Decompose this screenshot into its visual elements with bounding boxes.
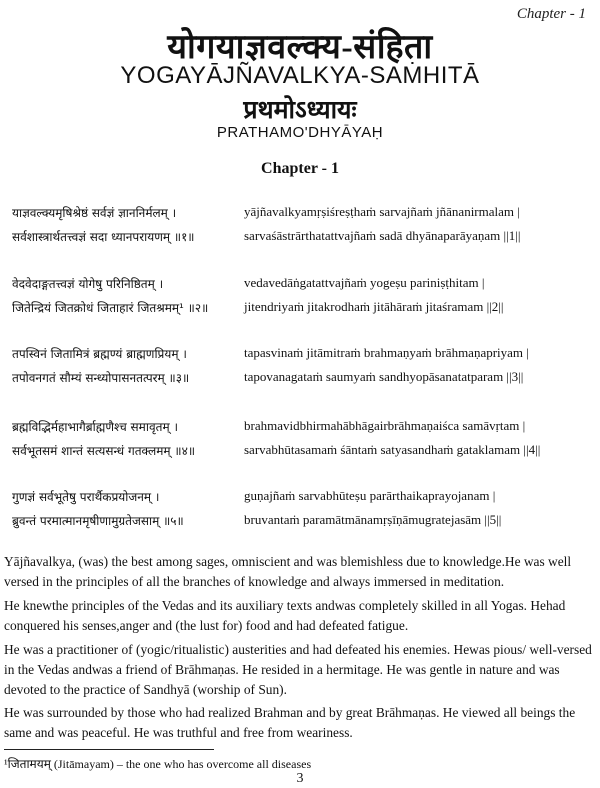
verse-5-devanagari-line-2: ब्रुवन्तं परमात्मानमृषीणामुग्रतेजसाम् ॥५॥ [12,514,184,528]
verse-5-transliteration-line-1: guṇajñaṁ sarvabhūteṣu parārthaikaprayojanam | [244,488,496,503]
verse-2-transliteration-line-2: jitendriyaṁ jitakrodhaṁ jitāhāraṁ jitaśramam ||2|| [244,299,504,314]
running-header: Chapter - 1 [516,6,586,22]
title-devanagari: योगयाज्ञवल्क्य-संहिता [167,29,433,66]
verse-1-devanagari-line-1: याज्ञवल्क्यमृषिश्रेष्ठं सर्वज्ञं ज्ञाननिर्मलम् । [12,206,177,220]
translation-paragraph-3: He was a practitioner of (yogic/ritualistic) austerities and had defeated his enemies. Hewas pious/ well-versed in the Vedas andwas a friend of Brāhmaṇas. He resided in a hermitage. He was gentle in nature and was devoted to the practice of Sandhyā (worship of Sun). [4,642,592,697]
translation-paragraph-2: He knewthe principles of the Vedas and its auxiliary texts andwas completely skilled in all Yogas. Hehad conquered his senses,anger and (the lust for) food and had defeated fatigue. [4,598,566,633]
verse-2-transliteration-line-1: vedavedāṅgatattvajñaṁ yogeṣu pariniṣṭhitam | [244,275,485,290]
verse-3-transliteration-line-1: tapasvinaṁ jitāmitraṁ brahmaṇyaṁ brāhmaṇapriyam | [244,345,529,360]
chapter-heading: Chapter - 1 [261,160,339,177]
verse-3-transliteration-line-2: tapovanagataṁ saumyaṁ sandhyopāsanatatparam ||3|| [244,369,524,384]
translation-paragraph-1: Yājñavalkya, (was) the best among sages, omniscient and was blemishless due to knowledge.He was well versed in the principles of all the branches of knowledge and always immersed in meditation. [4,554,572,589]
verse-1-transliteration-line-2: sarvaśāstrārthatattvajñaṁ sadā dhyānaparāyaṇam ||1|| [244,228,521,243]
verse-1-transliteration-line-1: yājñavalkyamṛṣiśreṣṭhaṁ sarvajñaṁ jñānanirmalam | [244,204,520,219]
verse-4-transliteration-line-1: brahmavidbhirmahābhāgairbrāhmaṇaiśca samāvṛtam | [244,418,526,433]
verse-4-devanagari-line-1: ब्रह्मविद्भिर्महाभागैर्ब्राह्मणैश्च समावृतम् । [12,420,179,434]
verse-5-transliteration-line-2: bruvantaṁ paramātmānamṛṣīṇāmugratejasām ||5|| [244,512,502,527]
translation-paragraph-4: He was surrounded by those who had realized Brahman and by great Brāhmaṇas. He viewed all beings the same and was peaceful. He was truthful and free from weariness. [4,705,576,740]
title-transliteration: YOGAYĀJÑAVALKYA-SAṀHITĀ [120,62,480,89]
verse-3-devanagari-line-2: तपोवनगतं सौम्यं सन्ध्योपासनतत्परम् ॥३॥ [12,371,190,385]
verse-2-devanagari-line-1: वेदवेदाङ्गतत्त्वज्ञं योगेषु परिनिष्ठितम् । [12,277,164,291]
subtitle-transliteration: PRATHAMO'DHYĀYAḤ [216,124,384,141]
footnote-divider [4,749,214,750]
subtitle-devanagari: प्रथमोऽध्यायः [243,97,357,124]
verse-5-devanagari-line-1: गुणज्ञं सर्वभूतेषु परार्थैकप्रयोजनम् । [12,490,160,504]
footnote: ¹जितामयम् (Jitāmayam) – the one who has overcome all diseases [4,757,312,771]
verse-4-devanagari-line-2: सर्वभूतसमं शान्तं सत्यसन्धं गतक्लमम् ॥४॥ [12,444,196,458]
verse-3-devanagari-line-1: तपस्विनं जितामित्रं ब्रह्मण्यं ब्राह्मणप्रियम् । [12,347,187,361]
verse-1-devanagari-line-2: सर्वशास्त्रार्थतत्त्वज्ञं सदा ध्यानपरायणम् ॥१॥ [12,230,195,244]
verse-2-devanagari-line-2: जितेन्द्रियं जितक्रोधं जिताहारं जितश्रमम्¹ ॥२॥ [12,301,209,315]
page-number: 3 [296,771,304,786]
verse-4-transliteration-line-2: sarvabhūtasamaṁ śāntaṁ satyasandhaṁ gataklamam ||4|| [244,442,541,457]
